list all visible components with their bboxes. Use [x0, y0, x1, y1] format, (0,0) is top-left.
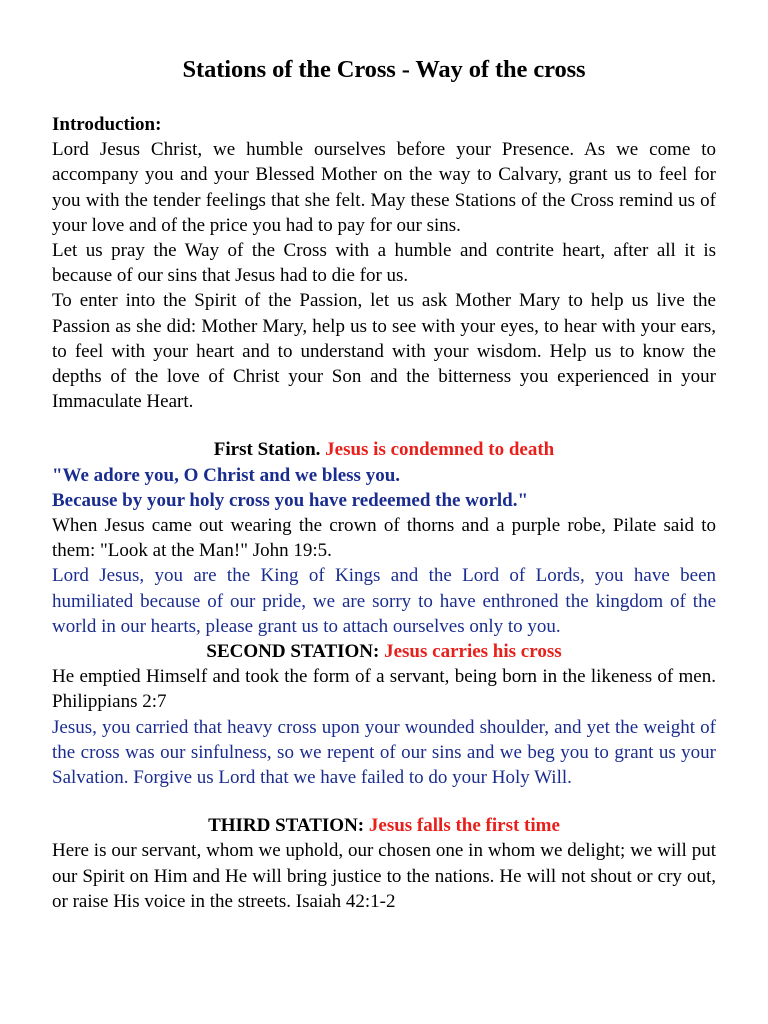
station-scripture: He emptied Himself and took the form of a servant, being born in the likeness of men. Philippians 2:7: [52, 666, 716, 713]
section-spacer: [52, 414, 716, 437]
station-name: Jesus is condemned to death: [325, 439, 555, 461]
station-label: First Station.: [213, 439, 321, 461]
station-label: THIRD STATION:: [208, 815, 365, 837]
station-name: Jesus carries his cross: [384, 641, 562, 663]
document-title: Stations of the Cross - Way of the cross: [182, 56, 586, 83]
station-prayer: Jesus, you carried that heavy cross upon your wounded shoulder, and yet the weight of the cross was our sinfulness, so we repent of our sins and we beg you to grant us your Salvation. Forgive us Lord that we have failed to do your Holy Will.: [52, 716, 716, 789]
station-scripture: Here is our servant, whom we uphold, our chosen one in whom we delight; we will put our Spirit on Him and He will bring justice to the nations. He will not shout or cry out, or raise His voice in the streets. Isaiah 42:1-2: [52, 840, 716, 912]
station-heading: [52, 813, 716, 838]
station-heading: [52, 437, 716, 462]
introduction-paragraph: Lord Jesus Christ, we humble ourselves before your Presence. As we come to accompany you and your Blessed Mother on the way to Calvary, grant us to feel for you with the tender feelings that she felt. May these Stations of the Cross remind us of your love and of the price you had to pay for our sins.: [52, 139, 716, 236]
station-prayer: Lord Jesus, you are the King of Kings and the Lord of Lords, you have been humiliated because of our pride, we are sorry to have enthroned the kingdom of the world in our hearts, please grant us to attach ourselves only to you.: [52, 565, 716, 637]
station-scripture: When Jesus came out wearing the crown of thorns and a purple robe, Pilate said to them: "Look at the Man!" John 19:5.: [52, 515, 716, 562]
acclamation-line: Because by your holy cross you have redeemed the world.": [52, 489, 529, 511]
station-heading: [52, 639, 716, 664]
station-name: Jesus falls the first time: [368, 815, 560, 837]
introduction-heading: Introduction:: [52, 114, 162, 135]
acclamation-line: "We adore you, O Christ and we bless you.: [52, 464, 401, 486]
section-spacer: [52, 790, 716, 813]
introduction-paragraph: To enter into the Spirit of the Passion, let us ask Mother Mary to help us live the Passion as she did: Mother Mary, help us to see with your eyes, to hear with your ears, to feel with your heart and to understand with your wisdom. Help us to know the depths of the love of Christ your Son and the bitterness you experienced in your Immaculate Heart.: [52, 290, 716, 413]
station-label: SECOND STATION:: [206, 641, 380, 663]
introduction-paragraph: Let us pray the Way of the Cross with a humble and contrite heart, after all it is because of our sins that Jesus had to die for us.: [52, 240, 716, 287]
